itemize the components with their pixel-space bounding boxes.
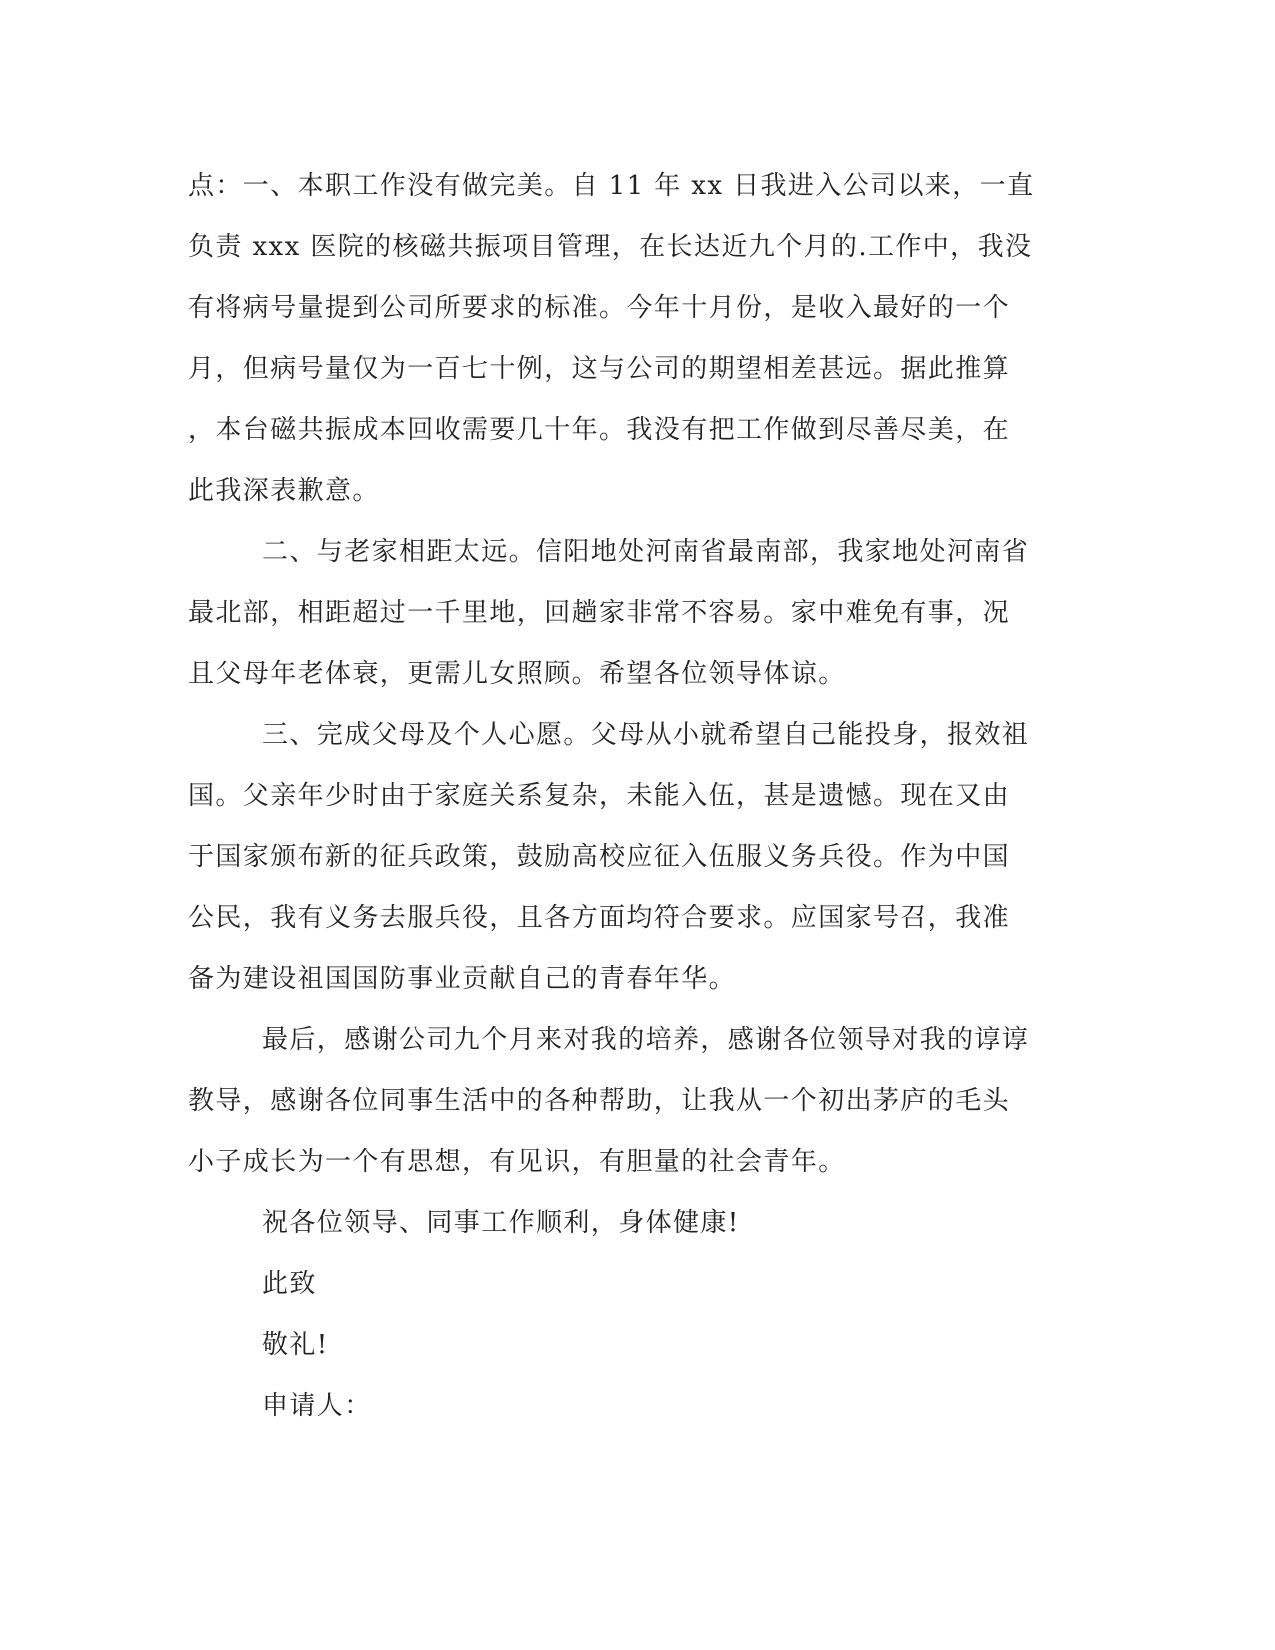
text-line: 最后，感谢公司九个月来对我的培养，感谢各位领导对我的谆谆 — [262, 1025, 1030, 1055]
paragraph-reason-one — [188, 156, 1068, 522]
paragraph-thanks — [188, 1010, 1068, 1193]
text-line: 有将病号量提到公司所要求的标准。今年十月份，是收入最好的一个 — [188, 293, 1011, 323]
text-line: 二、与老家相距太远。信阳地处河南省最南部，我家地处河南省 — [262, 537, 1030, 567]
text-line: 且父母年老体衰，更需儿女照顾。希望各位领导体谅。 — [188, 659, 846, 689]
closing-salute: 敬礼! — [262, 1330, 329, 1360]
applicant-label: 申请人： — [262, 1391, 372, 1421]
text-line: 国。父亲年少时由于家庭关系复杂，未能入伍，甚是遗憾。现在又由 — [188, 781, 1011, 811]
text-line: 月，但病号量仅为一百七十例，这与公司的期望相差甚远。据此推算 — [188, 354, 1011, 384]
letter-body — [188, 156, 1068, 1437]
text-line: 最北部，相距超过一千里地，回趟家非常不容易。家中难免有事，况 — [188, 598, 1011, 628]
text-line: 公民，我有义务去服兵役，且各方面均符合要求。应国家号召，我准 — [188, 903, 1011, 933]
text-line: 负责 xxx 医院的核磁共振项目管理，在长达近九个月的.工作中，我没 — [188, 232, 1033, 262]
text-line: 备为建设祖国国防事业贡献自己的青春年华。 — [188, 964, 737, 994]
text-line: ，本台磁共振成本回收需要几十年。我没有把工作做到尽善尽美，在 — [188, 415, 1011, 445]
text-line: 教导，感谢各位同事生活中的各种帮助，让我从一个初出茅庐的毛头 — [188, 1086, 1011, 1116]
closing-wishes: 祝各位领导、同事工作顺利，身体健康! — [262, 1208, 740, 1238]
paragraph-reason-two — [188, 522, 1068, 705]
text-line: 此我深表歉意。 — [188, 476, 380, 506]
paragraph-reason-three — [188, 705, 1068, 1010]
text-line: 于国家颁布新的征兵政策，鼓励高校应征入伍服义务兵役。作为中国 — [188, 842, 1011, 872]
text-line: 点：一、本职工作没有做完美。自 11 年 xx 日我进入公司以来，一直 — [188, 171, 1035, 201]
text-line: 三、完成父母及个人心愿。父母从小就希望自己能投身，报效祖 — [262, 720, 1030, 750]
text-line: 小子成长为一个有思想，有见识，有胆量的社会青年。 — [188, 1147, 846, 1177]
closing-greeting: 此致 — [262, 1269, 317, 1299]
